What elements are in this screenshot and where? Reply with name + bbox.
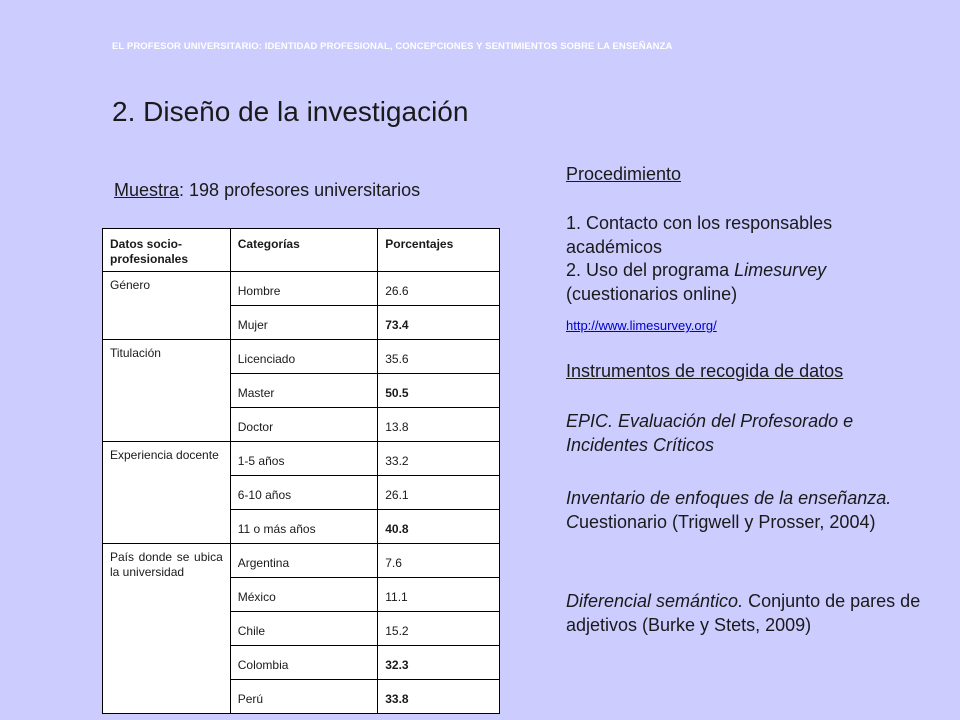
table-cell-percentage: 13.8	[378, 408, 500, 442]
instrument-inventario-italic: Inventario de enfoques de la enseñanza. C	[566, 488, 892, 532]
table-cell-percentage: 40.8	[378, 510, 500, 544]
procedure-item-2	[566, 259, 926, 306]
socio-professional-table	[102, 228, 500, 714]
table-cell-percentage: 11.1	[378, 578, 500, 612]
table-cell-percentage: 33.2	[378, 442, 500, 476]
table-cell-category: 1-5 años	[230, 442, 378, 476]
slide-header: EL PROFESOR UNIVERSITARIO: IDENTIDAD PROFESIONAL, CONCEPCIONES Y SENTIMIENTOS SOBRE LA ENSEÑANZA	[112, 41, 673, 52]
table-group-label: Experiencia docente	[103, 442, 231, 544]
table-group-label: País donde se ubica la universidad	[103, 544, 231, 714]
table-cell-category: Doctor	[230, 408, 378, 442]
instrument-inventario-rest: uestionario (Trigwell y Prosser, 2004)	[579, 511, 876, 532]
instrument-inventario	[566, 487, 926, 534]
table-cell-percentage: 73.4	[378, 306, 500, 340]
table-cell-percentage: 50.5	[378, 374, 500, 408]
table-cell-category: 11 o más años	[230, 510, 378, 544]
table-cell-category: Perú	[230, 680, 378, 714]
procedure-item-2-prefix: 2. Uso del programa	[566, 260, 735, 280]
table-group-label: Género	[103, 272, 231, 340]
table-cell-category: Colombia	[230, 646, 378, 680]
limesurvey-link[interactable]: http://www.limesurvey.org/	[566, 318, 717, 333]
procedure-item-2-italic: Limesurvey	[734, 260, 827, 280]
table-cell-category: México	[230, 578, 378, 612]
instrument-diferencial	[566, 590, 926, 637]
table-cell-percentage: 35.6	[378, 340, 500, 374]
instrument-diferencial-italic: Diferencial semántico.	[566, 591, 744, 611]
procedure-item-2-suffix: (cuestionarios online)	[566, 283, 738, 304]
table-row	[103, 272, 500, 306]
instrument-diferencial-rest: Conjunto de pares de adjetivos (Burke y Stets, 2009)	[566, 591, 921, 635]
table-body	[103, 272, 500, 714]
table-cell-percentage: 7.6	[378, 544, 500, 578]
table-cell-category: Argentina	[230, 544, 378, 578]
table-header-datos: Datos socio-profesionales	[103, 229, 231, 272]
table-cell-percentage: 33.8	[378, 680, 500, 714]
table-group-label: Titulación	[103, 340, 231, 442]
procedure-title: Procedimiento	[566, 164, 682, 184]
table-cell-category: 6-10 años	[230, 476, 378, 510]
sample-label: Muestra	[114, 180, 180, 200]
table-cell-category: Chile	[230, 612, 378, 646]
table-cell-category: Mujer	[230, 306, 378, 340]
instrument-epic: EPIC. Evaluación del Profesorado e Incidentes Críticos	[566, 411, 854, 455]
table-cell-percentage: 32.3	[378, 646, 500, 680]
table-header-porcentajes: Porcentajes	[378, 229, 500, 272]
table-cell-percentage: 26.6	[378, 272, 500, 306]
table-cell-percentage: 15.2	[378, 612, 500, 646]
table-header-categorias: Categorías	[230, 229, 378, 272]
table-cell-category: Master	[230, 374, 378, 408]
table-cell-category: Licenciado	[230, 340, 378, 374]
sample-text: : 198 profesores universitarios	[179, 180, 421, 200]
table-row	[103, 442, 500, 476]
table-row	[103, 544, 500, 578]
table-row	[103, 340, 500, 374]
table-cell-category: Hombre	[230, 272, 378, 306]
procedure-item-1: 1. Contacto con los responsables académicos	[566, 213, 833, 257]
sample-description	[114, 180, 420, 201]
table-cell-percentage: 26.1	[378, 476, 500, 510]
instruments-title: Instrumentos de recogida de datos	[566, 361, 844, 381]
slide-title: 2. Diseño de la investigación	[112, 96, 469, 127]
procedure-list	[566, 212, 926, 306]
